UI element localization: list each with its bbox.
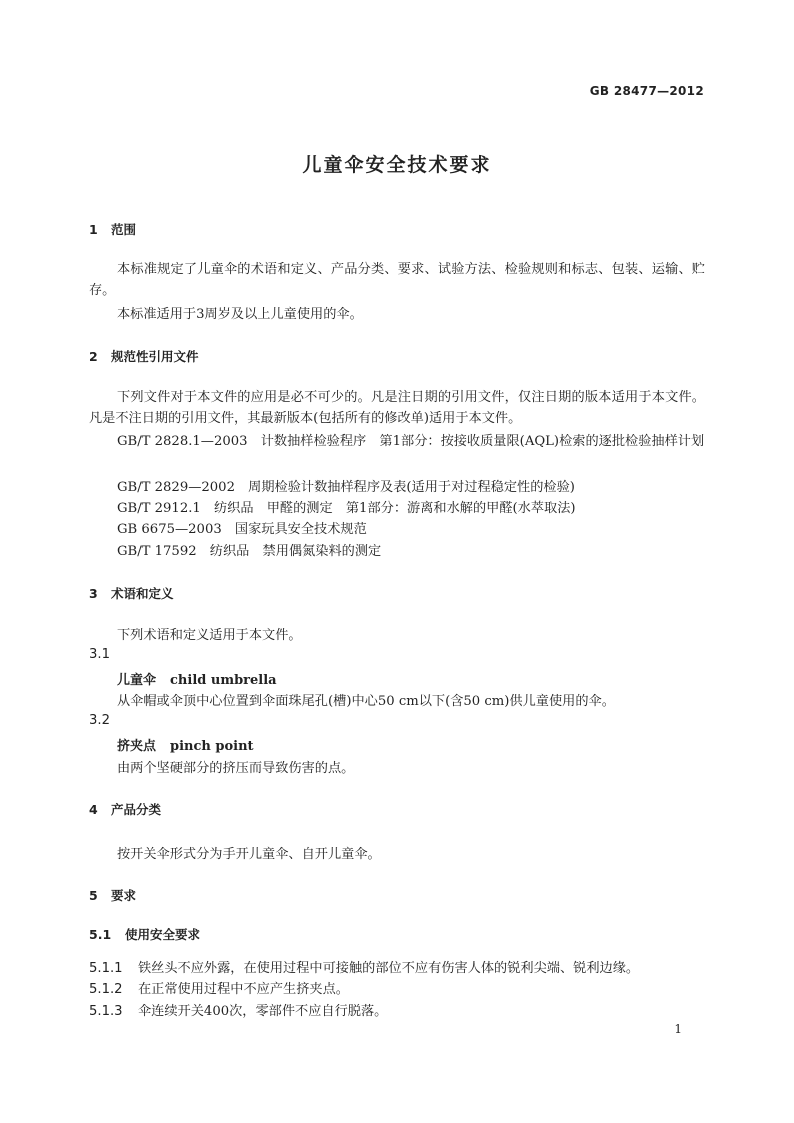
term-number: 3.2 xyxy=(89,713,110,728)
section-number: 4 xyxy=(89,802,98,817)
subsection-number: 5.1 xyxy=(89,927,112,942)
reference-item: GB/T 2828.1—2003 计数抽样检验程序 第1部分：按接收质量限(AQL)检索的逐批检验抽样计划 xyxy=(117,434,705,449)
section-title: 规范性引用文件 xyxy=(111,349,199,364)
term-chinese: 挤夹点 xyxy=(117,739,157,754)
standard-code: GB 28477—2012 xyxy=(589,84,704,98)
reference-item: GB/T 2829—2002 周期检验计数抽样程序及表(适用于对过程稳定性的检验) xyxy=(117,480,575,495)
requirement-number: 5.1.1 xyxy=(89,961,123,976)
reference-item: GB 6675—2003 国家玩具安全技术规范 xyxy=(117,522,367,537)
section-number: 2 xyxy=(89,349,98,364)
requirement-item xyxy=(89,978,349,997)
term-number: 3.1 xyxy=(89,647,110,662)
section-number: 3 xyxy=(89,586,98,601)
section-3-heading xyxy=(89,584,174,602)
section-5-heading xyxy=(89,886,136,904)
section-4-heading xyxy=(89,800,161,818)
term-english: child umbrella xyxy=(170,673,277,688)
section-title: 范围 xyxy=(111,222,137,237)
section-1-heading xyxy=(89,220,136,238)
section-2-paragraph-1: 下列文件对于本文件的应用是必不可少的。凡是注日期的引用文件，仅注日期的版本适用于本文件。凡是不注日期的引用文件，其最新版本(包括所有的修改单)适用于本文件。 xyxy=(89,390,705,426)
requirement-number: 5.1.2 xyxy=(89,982,123,997)
reference-item: GB/T 2912.1 纺织品 甲醛的测定 第1部分：游离和水解的甲醛(水萃取法) xyxy=(117,501,576,516)
subsection-5-1-heading xyxy=(89,925,200,943)
requirement-number: 5.1.3 xyxy=(89,1004,123,1019)
section-title: 要求 xyxy=(111,888,137,903)
requirement-text: 伞连续开关400次，零部件不应自行脱落。 xyxy=(138,1004,388,1019)
subsection-title: 使用安全要求 xyxy=(125,927,201,942)
term-name xyxy=(117,669,277,688)
term-name xyxy=(117,735,254,754)
page-number: 1 xyxy=(674,1022,682,1036)
section-2-heading xyxy=(89,347,199,365)
term-chinese: 儿童伞 xyxy=(117,673,157,688)
section-3-paragraph-1: 下列术语和定义适用于本文件。 xyxy=(117,628,302,643)
section-1-paragraph-1: 本标准规定了儿童伞的术语和定义、产品分类、要求、试验方法、检验规则和标志、包装、运输、贮存。 xyxy=(89,262,705,298)
requirement-item xyxy=(89,1000,387,1019)
reference-item: GB/T 17592 纺织品 禁用偶氮染料的测定 xyxy=(117,544,382,559)
section-number: 1 xyxy=(89,222,98,237)
section-number: 5 xyxy=(89,888,98,903)
requirement-text: 在正常使用过程中不应产生挤夹点。 xyxy=(138,982,349,997)
section-4-paragraph-1: 按开关伞形式分为手开儿童伞、自开儿童伞。 xyxy=(117,847,381,862)
section-title: 产品分类 xyxy=(111,802,162,817)
term-definition: 由两个坚硬部分的挤压而导致伤害的点。 xyxy=(117,761,355,776)
requirement-item xyxy=(89,957,639,976)
section-1-paragraph-2: 本标准适用于3周岁及以上儿童使用的伞。 xyxy=(117,307,363,322)
term-english: pinch point xyxy=(170,739,254,754)
requirement-text: 铁丝头不应外露，在使用过程中可接触的部位不应有伤害人体的锐利尖端、锐利边缘。 xyxy=(138,961,640,976)
document-title: 儿童伞安全技术要求 xyxy=(302,154,492,176)
section-title: 术语和定义 xyxy=(111,586,174,601)
term-definition: 从伞帽或伞顶中心位置到伞面珠尾孔(槽)中心50 cm以下(含50 cm)供儿童使用的伞。 xyxy=(117,694,615,709)
